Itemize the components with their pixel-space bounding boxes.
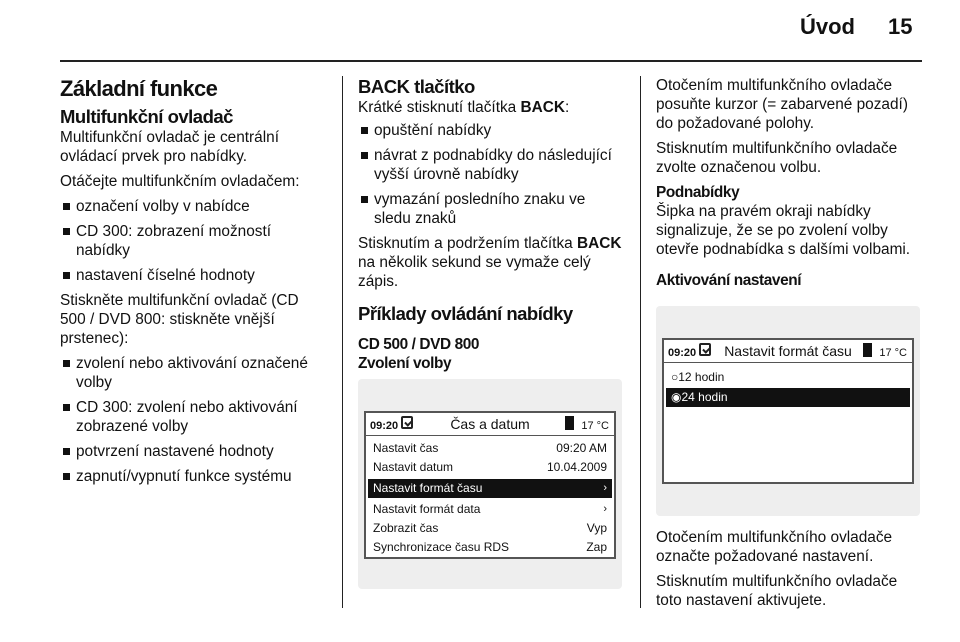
turn-label: Otáčejte multifunkčním ovladačem: bbox=[60, 173, 300, 190]
select-heading: Zvolení volby bbox=[358, 355, 452, 372]
row-value: 10.04.2009 bbox=[546, 460, 607, 474]
row-label: Nastavit čas bbox=[373, 441, 439, 455]
activate-heading: Aktivování nastavení bbox=[656, 272, 802, 289]
back-heading: BACK tlačítko bbox=[358, 76, 475, 97]
model-heading: CD 500 / DVD 800 bbox=[358, 336, 480, 353]
chapter-title: Úvod bbox=[800, 14, 855, 39]
radio-selected-icon: ◉ bbox=[671, 390, 682, 404]
clock: 09:20 bbox=[370, 420, 399, 432]
radio-empty-icon: ○ bbox=[671, 370, 679, 384]
row-label: Synchronizace času RDS bbox=[373, 540, 510, 554]
subsection-heading: Multifunkční ovladač bbox=[60, 106, 233, 127]
press-list bbox=[60, 354, 328, 486]
clock: 09:20 bbox=[668, 347, 697, 359]
submenu-text: Šipka na pravém okraji nabídky signalizuje, že se po zvolení volby otevře podnabídka s dalšími volbami. bbox=[656, 203, 911, 258]
submenu-heading: Podnabídky bbox=[656, 184, 740, 201]
back-short-text bbox=[358, 98, 626, 117]
list-item: opuštění nabídky bbox=[358, 121, 626, 140]
text-run: Krátké stisknutí tlačítka bbox=[358, 99, 521, 116]
select-text: Stisknutím multifunkčního ovladače zvolte označenou volbu. bbox=[656, 140, 898, 176]
row-label: Nastavit formát času bbox=[373, 481, 483, 495]
row-value: Zap bbox=[586, 540, 607, 554]
text-run: na několik sekund se vymaže celý zápis. bbox=[358, 254, 591, 290]
column-divider-2 bbox=[640, 76, 641, 608]
column-divider-1 bbox=[342, 76, 343, 608]
row-value: Vyp bbox=[586, 521, 607, 535]
menu-row-selected[interactable] bbox=[368, 479, 612, 498]
screen-title: Nastavit formát času bbox=[724, 343, 852, 359]
activate-text: Stisknutím multifunkčního ovladače toto nastavení aktivujete. bbox=[656, 573, 898, 609]
temperature: 17 °C bbox=[581, 420, 609, 432]
status-bar bbox=[664, 340, 912, 362]
turn-list bbox=[60, 197, 328, 285]
thermometer-icon bbox=[863, 343, 872, 357]
list-item: nastavení číselné hodnoty bbox=[60, 266, 328, 285]
press-label: Stiskněte multifunkční ovladač (CD 500 / DVD 800: stiskněte vnější prstenec): bbox=[60, 292, 299, 347]
mark-text: Otočením multifunkčního ovladače označte požadované nastavení. bbox=[656, 529, 893, 565]
column-2 bbox=[358, 76, 626, 589]
list-item: zapnutí/vypnutí funkce systému bbox=[60, 467, 328, 486]
menu-row[interactable] bbox=[368, 500, 612, 519]
row-label: Nastavit datum bbox=[373, 460, 454, 474]
cursor-text: Otočením multifunkčního ovladače posuňte kurzor (= zabarvené pozadí) do požadované polohy. bbox=[656, 77, 908, 132]
option-row-selected[interactable] bbox=[666, 388, 910, 407]
column-3 bbox=[656, 76, 924, 616]
back-key-label: BACK bbox=[520, 99, 565, 116]
list-item: označení volby v nabídce bbox=[60, 197, 328, 216]
text-run: : bbox=[565, 99, 570, 116]
option-label: 24 hodin bbox=[681, 390, 728, 404]
row-label: Zobrazit čas bbox=[373, 521, 439, 535]
back-hold-text bbox=[358, 234, 626, 291]
screen-image-time-date bbox=[358, 379, 622, 589]
divider bbox=[366, 435, 614, 436]
list-item: CD 300: zobrazení možností nabídky bbox=[60, 222, 328, 260]
list-item: návrat z podnabídky do následující vyšší úrovně nabídky bbox=[358, 146, 626, 184]
row-value: 09:20 AM bbox=[556, 441, 607, 455]
page-number: 15 bbox=[888, 14, 913, 39]
header-rule bbox=[60, 60, 922, 62]
list-item: zvolení nebo aktivování označené volby bbox=[60, 354, 328, 392]
status-bar bbox=[366, 413, 614, 435]
row-label: Nastavit formát data bbox=[373, 502, 481, 516]
display-screen bbox=[662, 338, 914, 484]
column-1 bbox=[60, 76, 328, 492]
list-item: potvrzení nastavené hodnoty bbox=[60, 442, 328, 461]
list-item: vymazání posledního znaku ve sledu znaků bbox=[358, 190, 626, 228]
menu-row[interactable] bbox=[368, 439, 612, 458]
temperature: 17 °C bbox=[879, 347, 907, 359]
list-item: CD 300: zvolení nebo aktivování zobrazené volby bbox=[60, 398, 328, 436]
screen-title: Čas a datum bbox=[450, 416, 530, 432]
back-key-label: BACK bbox=[576, 235, 622, 252]
divider bbox=[664, 362, 912, 363]
option-label: 12 hodin bbox=[678, 370, 725, 384]
screen-image-time-format bbox=[656, 306, 920, 516]
display-screen bbox=[364, 411, 616, 559]
text-run: Stisknutím a podržením tlačítka bbox=[358, 235, 577, 252]
intro-text: Multifunkční ovladač je centrální ovládací prvek pro nabídky. bbox=[60, 129, 280, 165]
examples-heading: Příklady ovládání nabídky bbox=[358, 303, 573, 324]
back-list bbox=[358, 121, 626, 228]
option-row[interactable] bbox=[666, 368, 910, 387]
menu-row[interactable] bbox=[368, 458, 612, 477]
chevron-right-icon: › bbox=[603, 503, 607, 515]
menu-row[interactable] bbox=[368, 519, 612, 538]
thermometer-icon bbox=[565, 416, 574, 430]
section-heading: Základní funkce bbox=[60, 76, 218, 101]
chevron-right-icon: › bbox=[603, 482, 607, 494]
menu-row[interactable] bbox=[368, 538, 612, 557]
